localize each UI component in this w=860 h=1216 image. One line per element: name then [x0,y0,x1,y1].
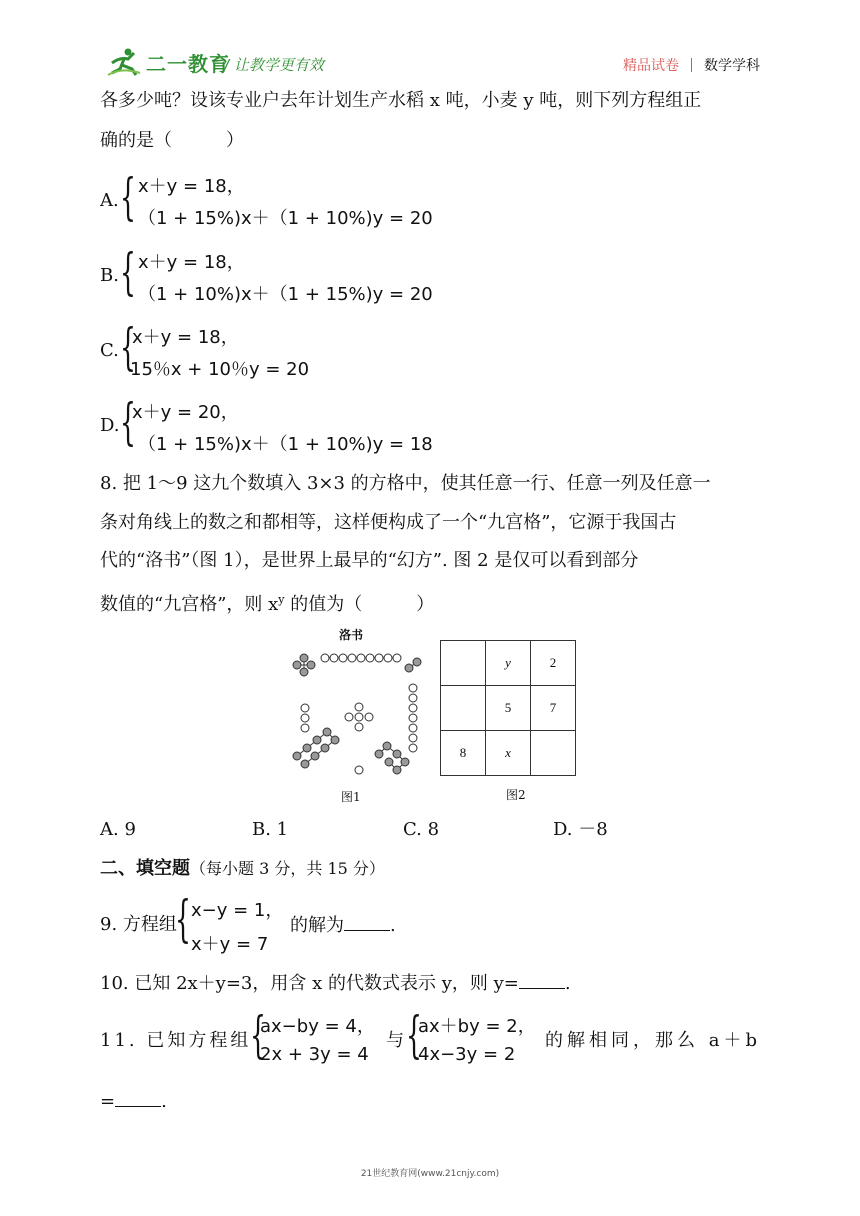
grid-cell [531,731,576,776]
header-tags [623,55,760,75]
q8-line2: 条对角线上的数之和都相等，这样便构成了一个“九宫格”，它源于我国古 [100,512,677,533]
answer-blank[interactable] [115,1088,161,1107]
brace: { [120,243,136,301]
answer-blank[interactable] [344,912,390,931]
brace: { [120,393,136,451]
equation-1: x−y = 1， [191,900,284,921]
q7-line1: 各多少吨？设该专业户去年计划生产水稻 x 吨，小麦 y 吨，则下列方程组正 [100,90,702,111]
q11-line2 [100,1088,167,1115]
equation-1: x＋y = 18， [132,327,239,348]
system2-equation-2: 4x−3y = 2 [418,1044,516,1065]
q10-text: 10. 已知 2x＋y=3，用含 x 的代数式表示 y，则 y= [100,973,519,994]
logo-text: 二一教育 [146,51,230,76]
q8-line4 [100,587,434,618]
system2-equation-1: ax＋by = 2， [418,1016,536,1037]
grid-cell: x [486,731,531,776]
equation-2: x＋y = 7 [191,934,269,955]
equation-1: x＋y = 18， [138,176,245,197]
header-tag-right: 数学学科 [704,58,760,74]
option-label: D. [100,415,120,436]
q11-prefix: 11. 已知方程组 [100,1030,252,1051]
grid-row [441,731,576,776]
answer-blank[interactable] [519,970,565,989]
period: . [564,973,571,994]
figure1-caption: 图1 [341,790,361,804]
q11-suffix: 的解相同，那么 a＋b [545,1030,761,1051]
footer: 21世纪教育网(www.21cnjy.com) [360,1169,500,1179]
brace: { [120,318,136,376]
period: . [390,915,396,936]
grid-row [441,641,576,686]
header-divider [691,58,692,72]
q9-suffix [290,912,396,939]
q8-choice-d: D. －8 [553,819,608,840]
q8-line4-a: 数值的“九宫格”，则 x [100,594,279,615]
q7-line2: 确的是（ ） [100,130,244,151]
q8-choice-c: C. 8 [403,819,440,840]
equation-1: x＋y = 20， [132,402,239,423]
equation-2: （1 + 15%)x＋（1 + 10%)y = 20 [138,208,433,229]
q8-line3: 代的“洛书”（图 1），是世界上最早的“幻方”. 图 2 是仅可以看到部分 [100,550,639,571]
period: . [161,1091,167,1112]
grid-cell [441,641,486,686]
grid-cell: 8 [441,731,486,776]
figure-magic-square [440,640,576,802]
magic-square-grid [440,640,576,776]
grid-cell: y [486,641,531,686]
q11-mid: 与 [386,1030,404,1051]
grid-row [441,686,576,731]
q8-line4-b: 的值为（ ） [284,594,435,615]
runner-logo-icon [106,47,142,77]
q10 [100,970,571,997]
q9-prefix: 9. 方程组 [100,914,177,935]
grid-cell [441,686,486,731]
section-title: 二、填空题 [100,858,190,879]
slogan: / 让教学更有效 [224,56,324,74]
section-heading [100,856,385,882]
brace: { [250,1006,266,1064]
section-note: （每小题 3 分，共 15 分） [190,859,385,878]
equation-1: x＋y = 18， [138,252,245,273]
brace: { [120,168,136,226]
q8-line1: 8. 把 1～9 这九个数填入 3×3 的方格中，使其任意一行、任意一列及任意一 [100,473,711,494]
exponent: y [278,593,285,606]
header-tag-left: 精品试卷 [623,58,679,74]
grid-cell: 5 [486,686,531,731]
logo [106,47,230,77]
option-label: A. [100,190,119,211]
equals-sign: = [100,1091,116,1112]
figure2-caption: 图2 [506,788,526,802]
q9-suffix-text: 的解为 [290,915,344,936]
grid-cell: 2 [531,641,576,686]
system1-equation-1: ax−by = 4， [260,1016,375,1037]
equation-2: （1 + 10%)x＋（1 + 15%)y = 20 [138,284,433,305]
equation-2: 15％x + 10％y = 20 [130,359,310,380]
option-label: C. [100,340,119,361]
figure-luoshu [285,624,435,804]
figure1-title: 洛书 [339,628,364,642]
equation-2: （1 + 15%)x＋（1 + 10%)y = 18 [138,434,433,455]
brace: { [406,1006,422,1064]
luoshu-dots-image [285,644,435,784]
brace: { [175,890,191,948]
option-label: B. [100,265,119,286]
q8-choice-b: B. 1 [252,819,289,840]
q8-choice-a: A. 9 [100,819,136,840]
grid-cell: 7 [531,686,576,731]
system1-equation-2: 2x + 3y = 4 [260,1044,369,1065]
